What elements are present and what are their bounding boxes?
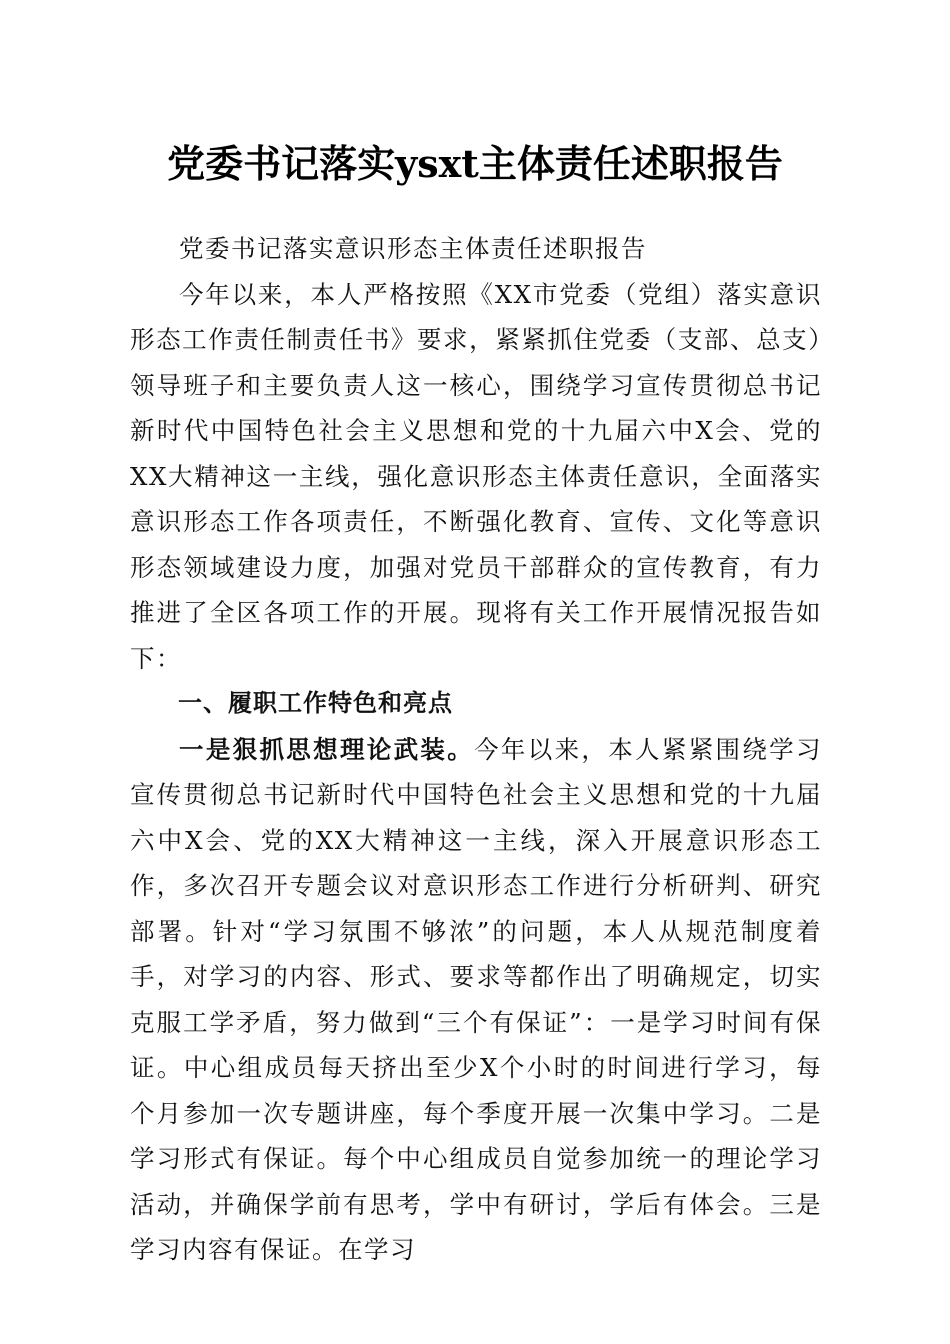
paragraph-text: 今年以来，本人紧紧围绕学习宣传贯彻总书记新时代中国特色社会主义思想和党的十九届六中X会、党的XX大精神这一主线，深入开展意识形态工作，多次召开专题会议对意识形态工作进行分析研判、研究部署。针对“学习氛围不够浓”的问题，本人从规范制度着手，对学习的内容、形式、要求等都作出了明确规定，切实克服工学矛盾，努力做到“三个有保证”：一是学习时间有保证。中心组成员每天挤出至少X个小时的时间进行学习，每个月参加一次专题讲座，每个季度开展一次集中学习。二是学习形式有保证。每个中心组成员自觉参加统一的理论学习活动，并确保学前有思考，学中有研讨，学后有体会。三是学习内容有保证。在学习: [130, 734, 823, 1264]
document-subtitle: 党委书记落实意识形态主体责任述职报告: [179, 234, 647, 263]
document-title: 党委书记落实ysxt主体责任述职报告: [167, 141, 783, 186]
document-body: [130, 226, 822, 1273]
paragraph-lead: 一是狠抓思想理论武装。: [179, 734, 475, 764]
intro-paragraph: 今年以来，本人严格按照《XX市党委（党组）落实意识形态工作责任制责任书》要求，紧紧抓住党委（支部、总支）领导班子和主要负责人这一核心，围绕学习宣传贯彻总书记新时代中国特色社会主义思想和党的十九届六中X会、党的XX大精神这一主线，强化意识形态主体责任意识，全面落实意识形态工作各项责任，不断强化教育、宣传、文化等意识形态领域建设力度，加强对党员干部群众的宣传教育，有力推进了全区各项工作的开展。现将有关工作开展情况报告如下：: [130, 279, 822, 673]
section-heading: 一、履职工作特色和亮点: [178, 689, 453, 717]
section-paragraph: [130, 727, 822, 1273]
